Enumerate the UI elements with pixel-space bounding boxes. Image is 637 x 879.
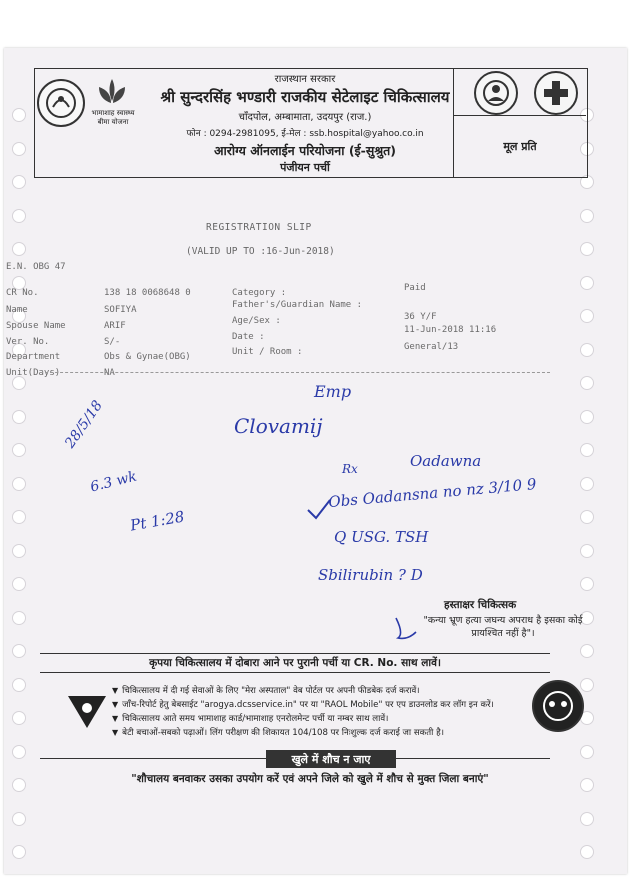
scheme-name: आरोग्य ऑनलाईन परियोजना (ई-सुश्रुत) <box>213 143 397 158</box>
bullet-item: ▼ चिकित्सालय में दी गई सेवाओं के लिए "मेरा अस्पताल" वेब पोर्टल पर अपनी फीडबेक दर्ज करावें। <box>112 686 420 696</box>
hospital-address: चाँदपोल, अम्बामाता, उदयपुर (राज.) <box>238 112 372 123</box>
field-label-date: Date : <box>232 332 265 342</box>
family-welfare-logo-icon <box>474 71 518 115</box>
field-label-cr: CR No. <box>6 288 39 298</box>
notice-text: कृपया चिकित्सालय में दोबारा आने पर पुरानी पर्ची या CR. No. साथ लावें। <box>149 657 441 669</box>
left-perforation <box>12 108 26 879</box>
field-value-cr: 138 18 0068648 0 <box>104 288 191 298</box>
copy-label: मूल प्रति <box>453 115 586 177</box>
footer-quote: "शौचालय बनवाकर उसका उपयोग करें एवं अपने जिले को खुले में शौच से मुक्त जिला बनाएं" <box>131 773 489 785</box>
hospital-contact: फोन : 0294-2981095, ई-मेल : ssb.hospital@yahoo.co.in <box>186 129 424 139</box>
field-label-spouse: Spouse Name <box>6 321 66 331</box>
handwritten-rx: Rx <box>342 462 358 476</box>
field-value-category: Paid <box>404 283 426 293</box>
field-value-spouse: ARIF <box>104 321 126 331</box>
bhamashah-logo-text: भामाशाह स्वास्थ्य बीमा योजना <box>91 109 135 126</box>
slip-header <box>34 68 588 178</box>
field-value-date: 11-Jun-2018 11:16 <box>404 325 497 335</box>
handwritten-note-top: Oadawna <box>410 452 482 470</box>
signature-squiggle-icon <box>394 614 418 642</box>
handwritten-pt: Pt 1:28 <box>128 507 186 535</box>
field-label-age: Age/Sex : <box>232 316 281 326</box>
field-value-name: SOFIYA <box>104 305 137 315</box>
medical-cross-logo-icon <box>534 71 578 115</box>
header-title-block <box>145 69 465 175</box>
handwritten-check-icon <box>306 498 332 522</box>
field-label-unit: Unit(Days) <box>6 368 61 378</box>
right-perforation <box>580 108 594 879</box>
field-label-unit-room: Unit / Room : <box>232 347 303 357</box>
validity-text: (VALID UP TO :16-Jun-2018) <box>186 246 335 257</box>
field-value-age: 36 Y/F <box>404 312 437 322</box>
handwritten-emp: Emp <box>314 382 352 401</box>
fields-divider <box>40 372 550 373</box>
field-label-father: Father's/Guardian Name : <box>232 300 363 310</box>
swachh-bharat-logo-icon <box>532 680 584 732</box>
bullet-item: ▼ जाँच-रिपोर्ट हेतु बेबसाईट "arogya.dcsservice.in" पर या "RAOL Mobile" पर एप डाउनलोड कर लॉग इन करें। <box>112 700 494 710</box>
field-value-ver: S/- <box>104 337 121 347</box>
field-label-department: Department <box>6 352 61 362</box>
signature-slogan: "कन्या भ्रूण हत्या जघन्य अपराध है इसका कोई प्रायश्चित नहीं है"। <box>423 615 583 639</box>
doctor-signature-label: हस्ताक्षर चिकित्सक <box>444 599 517 611</box>
handwritten-note-2: Q USG. TSH <box>334 528 429 546</box>
field-value-unit: NA <box>104 368 115 378</box>
field-label-category: Category : <box>232 288 287 298</box>
bullet-item: ▼ चिकित्सालय आते समय भामाशाह कार्ड/भामाशाह एनरोलमेन्ट पर्ची या नम्बर साथ लावें। <box>112 714 389 724</box>
government-name: राजस्थान सरकार <box>274 74 336 85</box>
slip-name: पंजीयन पर्ची <box>280 161 330 174</box>
header-right-logos <box>453 69 586 116</box>
swachh-banner: खुले में शौच न जाए <box>266 750 396 768</box>
handwritten-date: 28/5/18 <box>62 397 107 452</box>
beti-bachao-logo-icon <box>66 692 108 730</box>
registration-slip-title: REGISTRATION SLIP <box>206 222 312 233</box>
field-label-name: Name <box>6 305 28 315</box>
field-value-department: Obs & Gynae(OBG) <box>104 352 191 362</box>
handwritten-lmp: 6.3 wk <box>88 468 139 496</box>
bullet-item: ▼ बेटी बचाओं-सबको पढ़ाओं। लिंग परीक्षण की शिकायत 104/108 पर निःशुल्क दर्ज कराई जा सकती है। <box>112 728 444 738</box>
information-bullets <box>112 684 532 740</box>
field-label-ver: Ver. No. <box>6 337 50 347</box>
nhm-logo-icon <box>37 79 85 127</box>
handwritten-note-3: Sbilirubin ? D <box>318 566 423 584</box>
notice-bar <box>40 653 550 673</box>
hospital-name: श्री सुन्दरसिंह भण्डारी राजकीय सेटेलाइट चिकित्सालय <box>160 88 450 106</box>
field-value-unit-room: General/13 <box>404 342 459 352</box>
header-left-logos <box>37 73 137 143</box>
handwritten-drug: Clovamij <box>234 414 323 438</box>
registration-number: E.N. OBG 47 <box>6 262 66 272</box>
handwritten-note-1: Obs Oadansna no nz 3/10 9 <box>327 474 538 512</box>
